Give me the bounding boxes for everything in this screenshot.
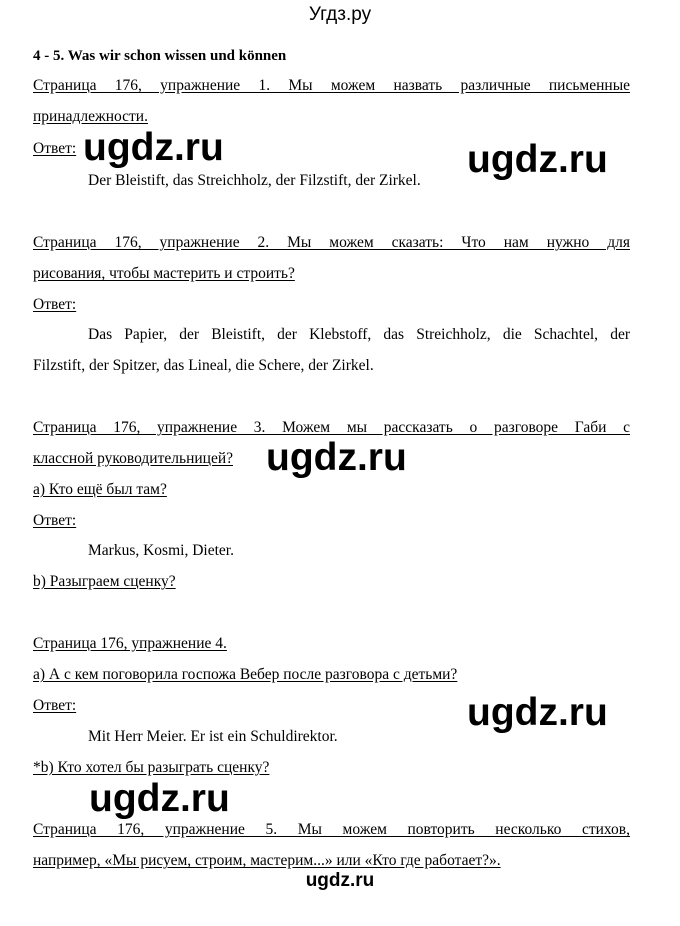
exercise-3-answer-label: Ответ: <box>33 512 77 529</box>
footer-site: ugdz.ru <box>305 870 375 891</box>
exercise-4-sub-b: *b) Кто хотел бы разыграть сценку? <box>33 759 270 776</box>
watermark: ugdz.ru <box>467 691 608 734</box>
exercise-2-answer-line2: Filzstift, der Spitzer, das Lineal, die Schere, der Zirkel. <box>33 357 374 374</box>
exercise-1-prompt-line1: Страница 176, упражнение 1. Мы можем назвать различные письменные <box>33 77 630 94</box>
exercise-5-prompt-line2: например, «Мы рисуем, строим, мастерим...» или «Кто где работает?». <box>33 852 501 869</box>
exercise-4-answer-label: Ответ: <box>33 697 77 714</box>
watermark: ugdz.ru <box>89 777 230 820</box>
exercise-1-prompt-line2: принадлежности. <box>33 108 148 125</box>
exercise-2-prompt-line1: Страница 176, упражнение 2. Мы можем сказать: Что нам нужно для <box>33 234 630 251</box>
exercise-1-answer-label: Ответ: <box>33 140 77 157</box>
exercise-3-answer-text: Markus, Kosmi, Dieter. <box>88 542 234 559</box>
exercise-2-answer-line1: Das Papier, der Bleistift, der Klebstoff, das Streichholz, die Schachtel, der <box>88 326 630 343</box>
exercise-3-sub-a: a) Кто ещё был там? <box>33 481 167 498</box>
exercise-4-sub-a: a) А с кем поговорила госпожа Вебер после разговора с детьми? <box>33 666 458 683</box>
exercise-4-answer-text: Mit Herr Meier. Er ist ein Schuldirektor. <box>88 728 338 745</box>
exercise-3-prompt-line1: Страница 176, упражнение 3. Можем мы рассказать о разговоре Габи с <box>33 419 630 436</box>
exercise-4-prompt-line1: Страница 176, упражнение 4. <box>33 635 227 652</box>
watermark: ugdz.ru <box>266 436 407 479</box>
exercise-3-sub-b: b) Разыграем сценку? <box>33 573 176 590</box>
site-title: Угдз.ру <box>308 4 372 25</box>
section-title: 4 - 5. Was wir schon wissen und können <box>33 48 287 64</box>
exercise-1-answer-text: Der Bleistift, das Streichholz, der Filzstift, der Zirkel. <box>88 172 421 189</box>
exercise-2-answer-label: Ответ: <box>33 296 77 313</box>
exercise-5-prompt-line1: Страница 176, упражнение 5. Мы можем повторить несколько стихов, <box>33 821 630 838</box>
watermark: ugdz.ru <box>467 138 608 181</box>
watermark: ugdz.ru <box>83 126 224 169</box>
exercise-3-prompt-line2: классной руководительницей? <box>33 450 234 467</box>
exercise-2-prompt-line2: рисования, чтобы мастерить и строить? <box>33 265 295 282</box>
